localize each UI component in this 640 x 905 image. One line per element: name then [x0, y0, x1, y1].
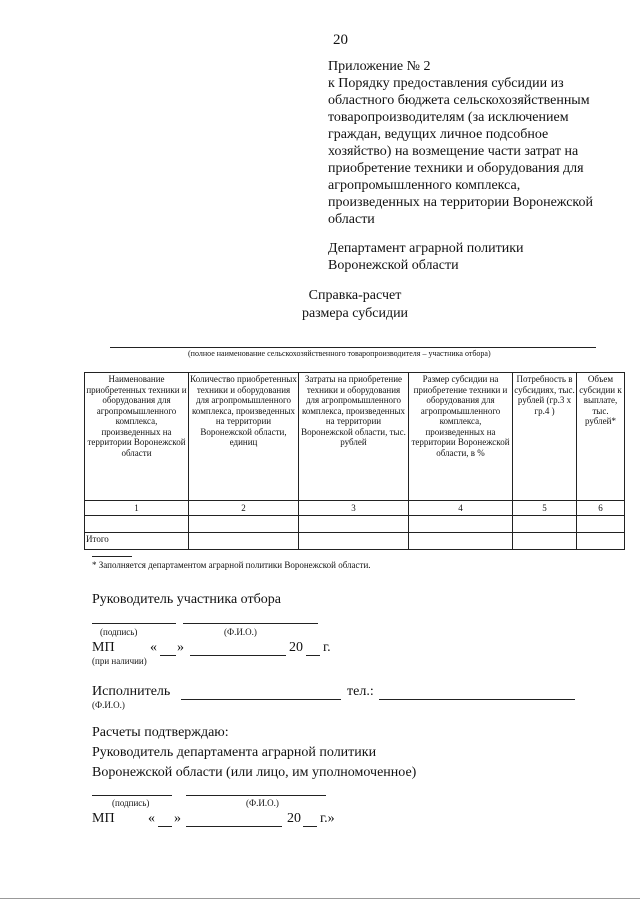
date-open-quote: « [150, 640, 157, 655]
executor-fio-caption: (Ф.И.О.) [92, 700, 125, 710]
fio-caption: (Ф.И.О.) [224, 627, 257, 637]
fio-caption: (Ф.И.О.) [246, 798, 279, 808]
stamp-label: МП [92, 640, 115, 655]
table-number-row [85, 501, 625, 516]
table-cell: 6 [577, 501, 625, 516]
table-header-row [85, 373, 625, 501]
table-cell: 2 [189, 501, 299, 516]
table-row [85, 516, 625, 533]
day-line [158, 826, 172, 827]
table-cell [513, 533, 577, 550]
title-line: Справка-расчет [308, 288, 402, 303]
fio-line [186, 795, 326, 796]
signature-line [92, 623, 176, 624]
department-line: Департамент аграрной политики [328, 241, 524, 256]
table-cell [577, 533, 625, 550]
page-number: 20 [333, 32, 348, 48]
table-cell: 4 [409, 501, 513, 516]
table-cell: 1 [85, 501, 189, 516]
executor-label: Исполнитель [92, 684, 171, 699]
participant-name-line [110, 347, 596, 348]
signature-line [92, 795, 172, 796]
table-cell [189, 533, 299, 550]
table-cell [577, 516, 625, 533]
table-cell [85, 516, 189, 533]
date-close-quote: » [177, 640, 184, 655]
appendix-line: приобретение техники и оборудования для [328, 161, 584, 176]
if-any-caption: (при наличии) [92, 656, 147, 666]
table-cell [409, 533, 513, 550]
appendix-line: граждан, ведущих личное подсобное [328, 127, 549, 142]
table-cell: 5 [513, 501, 577, 516]
appendix-line: к Порядку предоставления субсидии из [328, 76, 564, 91]
page-bottom-rule [0, 898, 640, 899]
signature-caption: (подпись) [112, 798, 150, 808]
footnote: * Заполняется департаментом аграрной политики Воронежской области. [92, 560, 371, 570]
table-cell [409, 516, 513, 533]
appendix-line: агропромышленного комплекса, [328, 178, 521, 193]
table-cell [513, 516, 577, 533]
calculation-table [84, 372, 625, 550]
year-prefix: 20 [287, 811, 301, 826]
confirm-line-1: Расчеты подтверждаю: [92, 725, 229, 740]
appendix-line: областного бюджета сельскохозяйственным [328, 93, 590, 108]
executor-line [181, 699, 341, 700]
signature-caption: (подпись) [100, 627, 138, 637]
stamp-label: МП [92, 811, 115, 826]
appendix-line: хозяйство) на возмещение части затрат на [328, 144, 579, 159]
appendix-line: товаропроизводителям (за исключением [328, 110, 569, 125]
year-line [306, 655, 320, 656]
table-cell: 3 [299, 501, 409, 516]
participant-caption: (полное наименование сельскохозяйственного товаропроизводителя – участника отбора) [188, 349, 491, 358]
appendix-block [328, 58, 628, 228]
participant-head-heading: Руководитель участника отбора [92, 592, 281, 607]
table-cell [299, 533, 409, 550]
appendix-line: произведенных на территории Воронежской [328, 195, 594, 210]
date-open-quote: « [148, 811, 155, 826]
date-close-quote: » [174, 811, 181, 826]
tel-line [379, 699, 575, 700]
confirm-line-2: Руководитель департамента аграрной политики [92, 745, 377, 760]
table-header-cell: Объем субсидии к выплате, тыс. рублей* [577, 373, 625, 501]
footnote-divider [92, 556, 132, 557]
department-line: Воронежской области [328, 258, 459, 273]
tel-label: тел.: [347, 684, 374, 699]
confirm-line-3: Воронежской области (или лицо, им уполномоченное) [92, 765, 417, 780]
year-line [303, 826, 317, 827]
fio-line [183, 623, 318, 624]
table-cell [189, 516, 299, 533]
table-total-row [85, 533, 625, 550]
title-line: размера субсидии [301, 306, 409, 321]
month-line [186, 826, 282, 827]
table-header-cell: Размер субсидии на приобретение техники и оборудования для агропромышленного комплекса, произведенных на территории Воронежской области, в % [409, 373, 513, 501]
department-block [328, 240, 628, 274]
appendix-line: области [328, 212, 375, 227]
table-header-cell: Количество приобретенных техники и оборудования для агропромышленного комплекса, произведенных на территории Воронежской области, единиц [189, 373, 299, 501]
year-suffix: г. [323, 640, 331, 655]
appendix-line: Приложение № 2 [328, 59, 431, 74]
table-header-cell: Потребность в субсидиях, тыс. рублей (гр.3 х гр.4 ) [513, 373, 577, 501]
day-line [160, 655, 176, 656]
table-header-cell: Затраты на приобретение техники и оборудования для агропромышленного комплекса, произведенных на территории Воронежской области, тыс. рублей [299, 373, 409, 501]
month-line [190, 655, 286, 656]
table-header-cell: Наименование приобретенных техники и оборудования для агропромышленного комплекса, произведенных на территории Воронежской области [85, 373, 189, 501]
total-label: Итого [85, 533, 189, 550]
year-suffix: г.» [320, 811, 335, 826]
document-title [290, 287, 420, 323]
table-cell [299, 516, 409, 533]
year-prefix: 20 [289, 640, 303, 655]
